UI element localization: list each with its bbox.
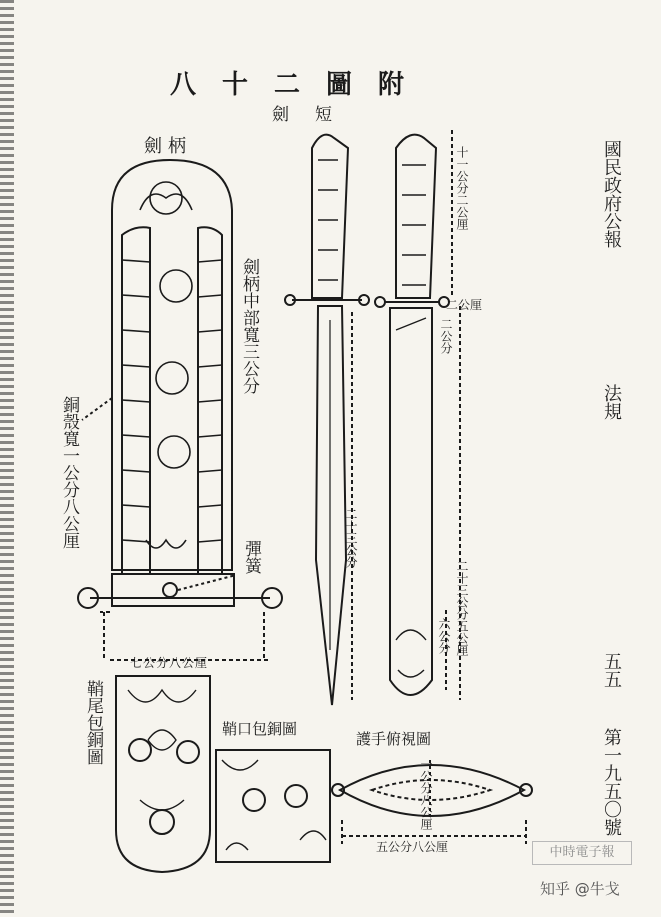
hilt-detail-illustration	[78, 160, 282, 660]
guard-length-note: 七公分八公厘	[130, 656, 209, 670]
publication-name: 國民政府公報	[601, 140, 622, 248]
sheath-tip-note: 六公分	[437, 618, 451, 654]
issue-number: 第一九五〇號	[601, 728, 622, 836]
chape-label: 鞘尾包銅圖	[83, 680, 103, 765]
guard-thickness-note: 二公厘	[446, 298, 483, 312]
page-number: 五五	[601, 652, 622, 688]
spring-label: 彈簧	[241, 540, 261, 574]
guard-side-note: 二公分	[439, 318, 453, 354]
zhihu-watermark: 知乎 @牛戈	[540, 880, 620, 898]
section-name: 法規	[601, 384, 622, 420]
figure-subtitle: 劍短	[272, 105, 358, 125]
hilt-length-note: 十一公分二公厘	[455, 146, 469, 230]
guard-inner-note: 一公分八公厘	[419, 758, 433, 830]
hilt-width-note: 劍柄中部寬三公分	[239, 258, 259, 394]
mouth-fitting-illustration	[216, 750, 330, 862]
sword-exposed-blade	[285, 135, 369, 705]
newspaper-watermark: 中時電子報	[532, 841, 632, 865]
sheath-width-note: 銅殼寬一公分八公厘	[59, 396, 79, 549]
sheath-length-note: 二十三公分五公厘	[455, 560, 469, 656]
guard-top-view-label: 護手俯視圖	[356, 730, 432, 748]
blade-length-note: 二十三公分	[344, 508, 358, 568]
guard-length-note-bottom: 五公分八公厘	[376, 840, 449, 854]
sword-in-sheath	[375, 130, 460, 700]
chape-fitting-illustration	[116, 676, 210, 872]
figure-title: 八十二圖附	[170, 70, 431, 100]
mouth-fitting-label: 鞘口包銅圖	[222, 720, 298, 738]
hilt-label: 劍柄	[144, 136, 192, 157]
